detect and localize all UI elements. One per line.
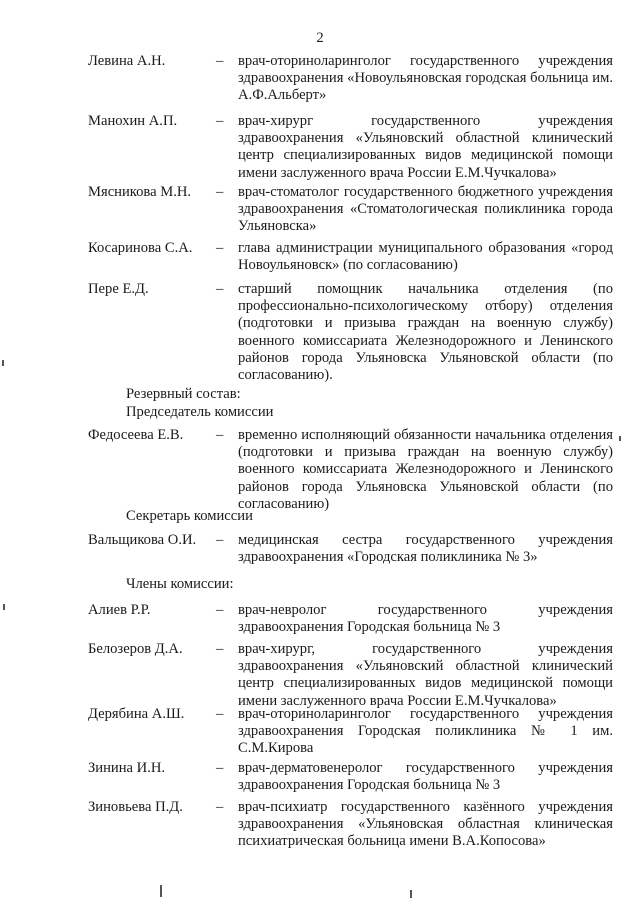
dash-separator: –	[216, 532, 224, 548]
member-position: врач-невролог государственного учреждения здравоохранения Городская больница № 3	[238, 602, 613, 636]
scan-speck	[619, 436, 621, 441]
member-position: временно исполняющий обязанности начальника отделения (подготовки и призыва граждан на военную службу) военного комиссариата Железнодорожного и Ленинского районов города Ульяновска Ульяновской области (по согласованию)	[238, 427, 613, 512]
dash-separator: –	[216, 113, 224, 129]
member-entry	[88, 706, 613, 758]
dash-separator: –	[216, 184, 224, 200]
member-entry	[88, 240, 613, 274]
member-position: глава администрации муниципального образования «город Новоульяновск» (по согласованию)	[238, 240, 613, 274]
member-name: Косаринова С.А.	[88, 240, 193, 256]
scan-speck	[2, 360, 4, 366]
chair-heading: Председатель комиссии	[126, 404, 274, 420]
member-entry	[88, 53, 613, 105]
member-name: Федосеева Е.В.	[88, 427, 184, 443]
member-name: Вальщикова О.И.	[88, 532, 197, 548]
scan-speck	[160, 885, 162, 897]
member-name: Алиев Р.Р.	[88, 602, 151, 618]
member-entry	[88, 799, 613, 851]
dash-separator: –	[216, 602, 224, 618]
chair-entry	[88, 427, 613, 513]
member-name: Пере Е.Д.	[88, 281, 149, 297]
scan-speck	[3, 604, 5, 610]
member-entry	[88, 760, 613, 794]
member-name: Зиновьева П.Д.	[88, 799, 183, 815]
dash-separator: –	[216, 281, 224, 297]
member-position: врач-стоматолог государственного бюджетного учреждения здравоохранения «Стоматологическая поликлиника города Ульяновска»	[238, 184, 613, 235]
dash-separator: –	[216, 427, 224, 443]
reserve-heading: Резервный состав:	[126, 386, 241, 402]
member-position: врач-оториноларинголог государственного учреждения здравоохранения Городская поликлиника № 1 им. С.М.Кирова	[238, 706, 613, 757]
member-position: медицинская сестра государственного учреждения здравоохранения «Городская поликлиника № 3»	[238, 532, 613, 566]
member-name: Дерябина А.Ш.	[88, 706, 185, 722]
member-name: Мясникова М.Н.	[88, 184, 192, 200]
member-position: врач-оториноларинголог государственного учреждения здравоохранения «Новоульяновская городская больница им. А.Ф.Альберт»	[238, 53, 613, 104]
dash-separator: –	[216, 706, 224, 722]
member-name: Манохин А.П.	[88, 113, 178, 129]
member-entry	[88, 641, 613, 710]
scan-speck	[410, 890, 412, 898]
member-name: Белозеров Д.А.	[88, 641, 183, 657]
member-position: старший помощник начальника отделения (по профессионально-психологическому отбору) отделения (подготовки и призыва граждан на военную службу) военного комиссариата Железнодорожного и Ленинского районов города Ульяновска Ульяновской области (по согласованию).	[238, 281, 613, 384]
dash-separator: –	[216, 799, 224, 815]
member-position: врач-хирург государственного учреждения здравоохранения «Ульяновский областной клинический центр специализированных видов медицинской помощи имени заслуженного врача России Е.М.Чучкалова»	[238, 113, 613, 181]
member-name: Левина А.Н.	[88, 53, 166, 69]
secretary-entry	[88, 532, 613, 566]
dash-separator: –	[216, 641, 224, 657]
dash-separator: –	[216, 240, 224, 256]
page-number: 2	[316, 30, 324, 46]
member-entry	[88, 602, 613, 636]
members-heading: Члены комиссии:	[126, 576, 234, 592]
member-position: врач-дерматовенеролог государственного учреждения здравоохранения Городская больница № 3	[238, 760, 613, 794]
member-position: врач-психиатр государственного казённого учреждения здравоохранения «Ульяновская областная клиническая психиатрическая больница имени В.А.Копосова»	[238, 799, 613, 850]
member-entry	[88, 184, 613, 236]
dash-separator: –	[216, 53, 224, 69]
member-entry	[88, 281, 613, 384]
member-entry	[88, 113, 613, 182]
member-name: Зинина И.Н.	[88, 760, 166, 776]
secretary-heading: Секретарь комиссии	[126, 508, 253, 524]
member-position: врач-хирург, государственного учреждения здравоохранения «Ульяновский областной клинический центр специализированных видов медицинской помощи имени заслуженного врача России Е.М.Чучкалова»	[238, 641, 613, 709]
dash-separator: –	[216, 760, 224, 776]
